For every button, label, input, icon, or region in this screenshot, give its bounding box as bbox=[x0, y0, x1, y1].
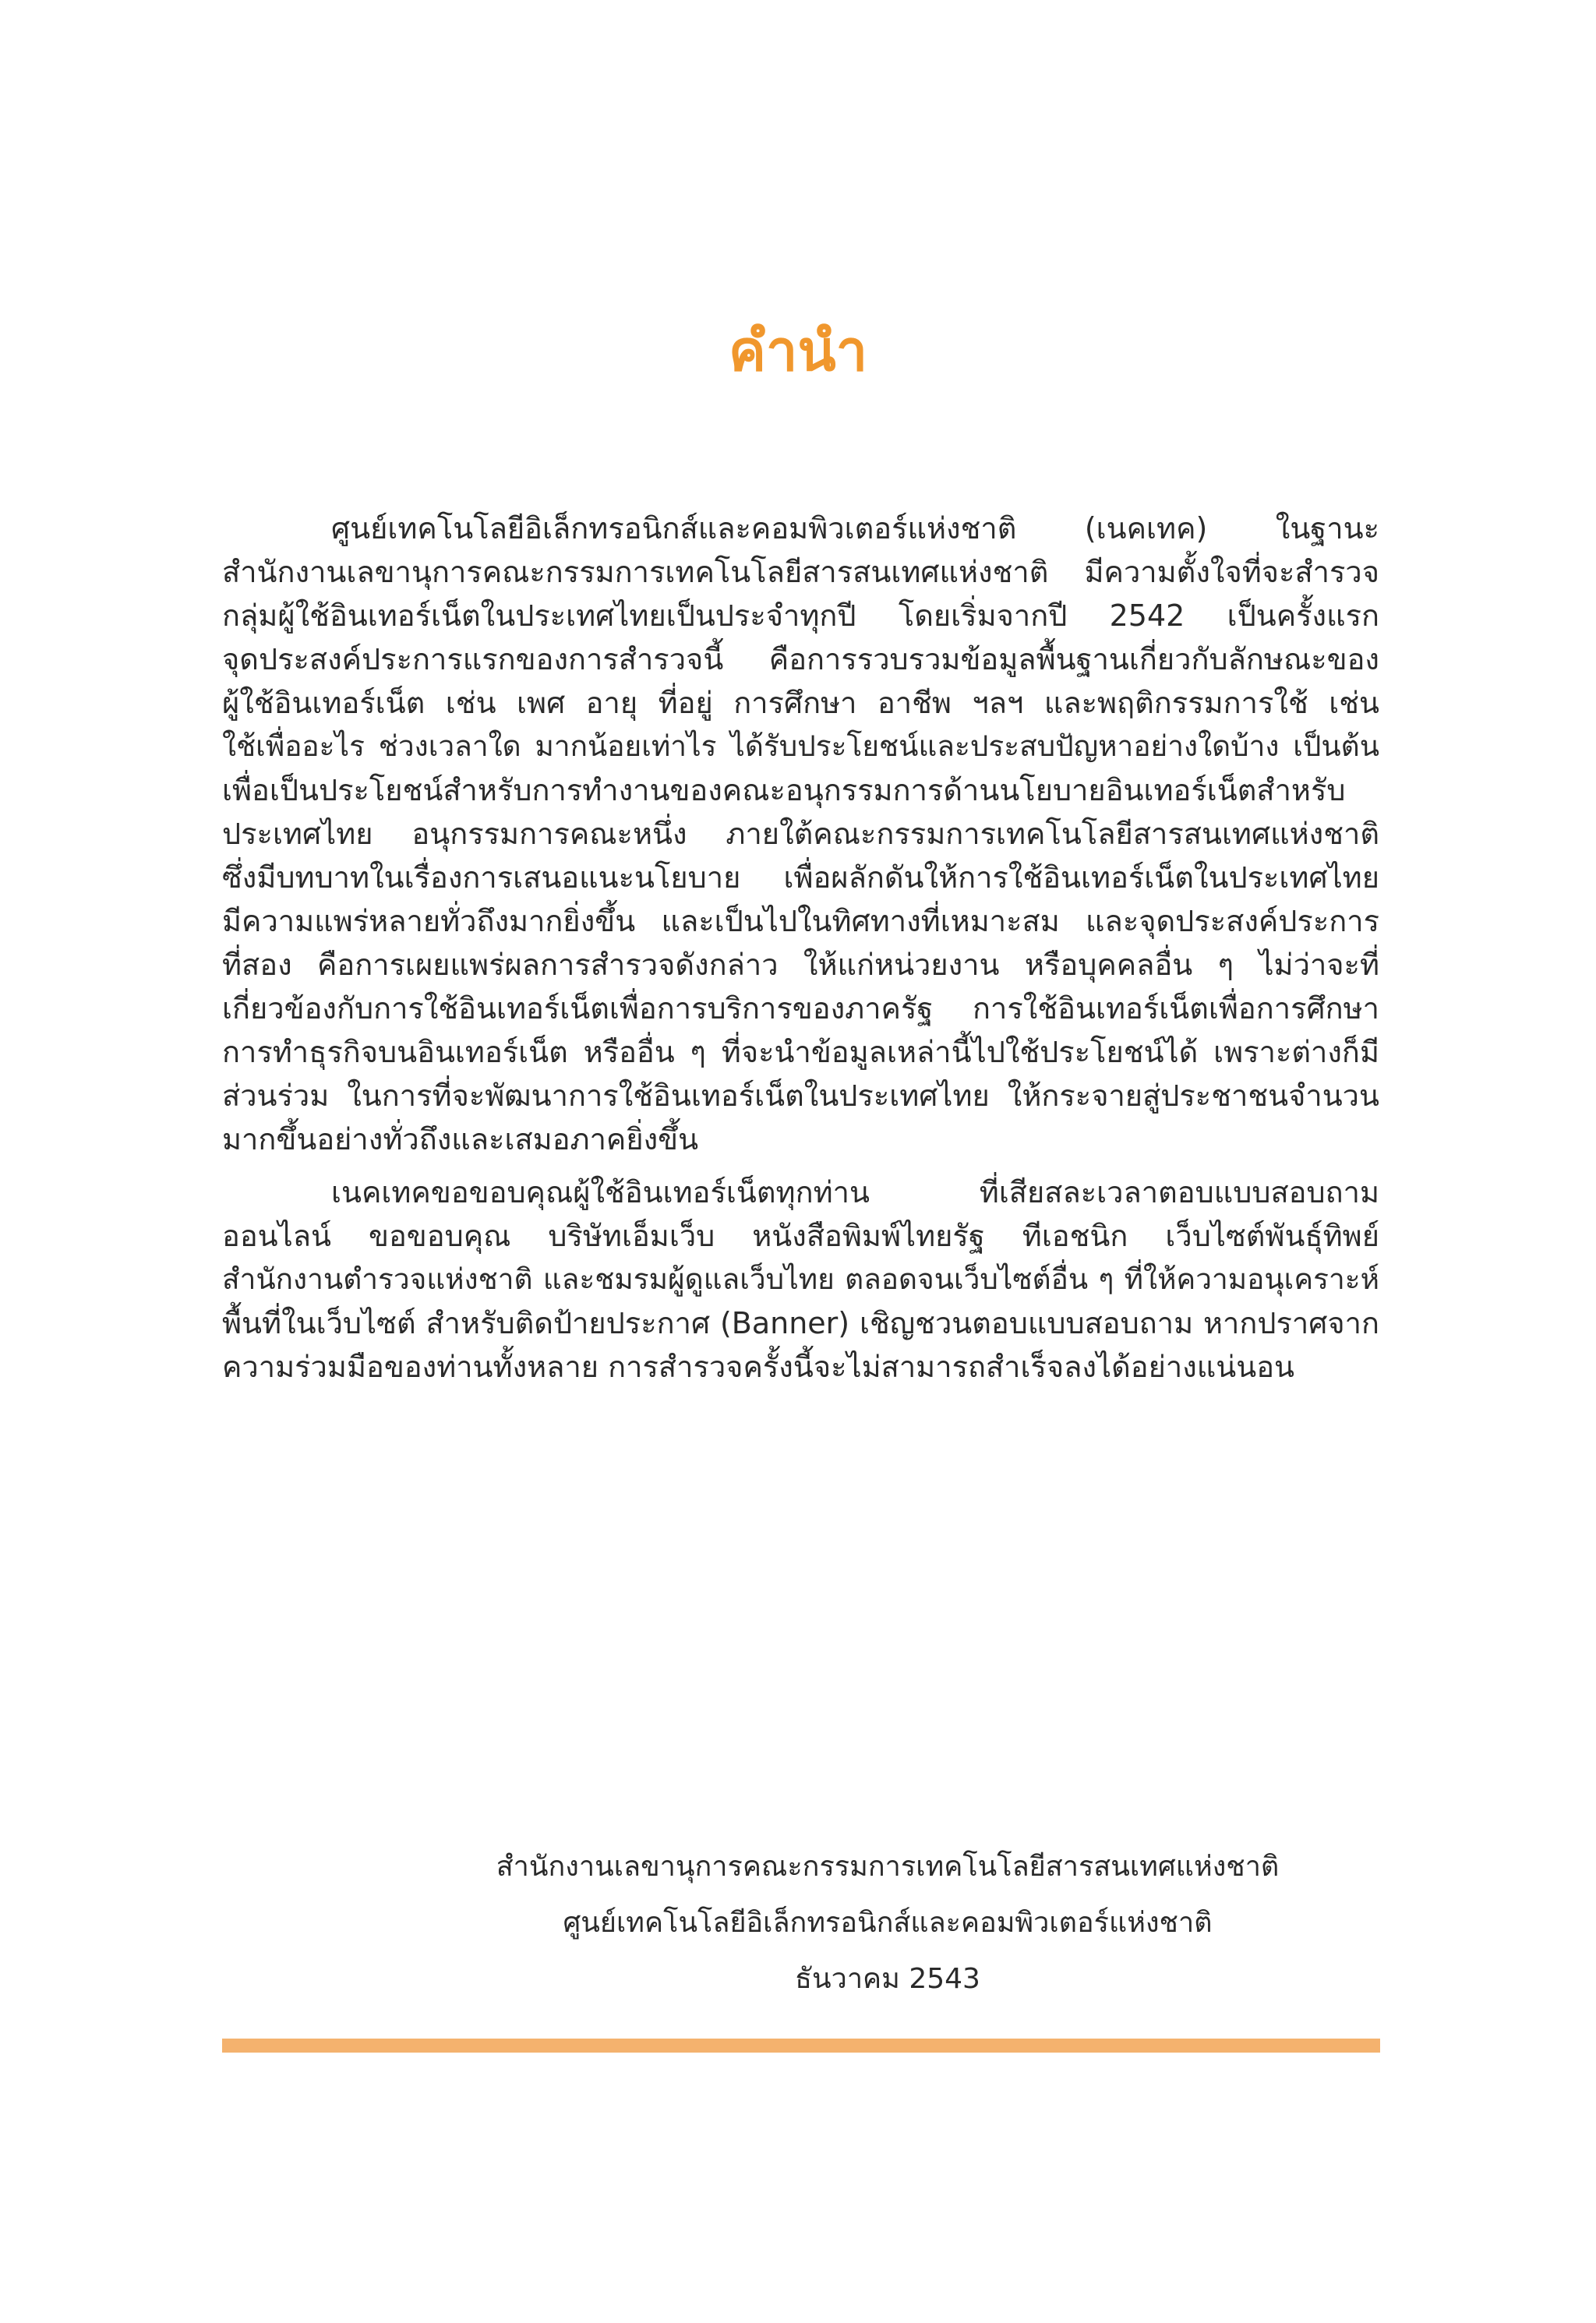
text-line: เนคเทคขอขอบคุณผู้ใช้อินเทอร์เน็ตทุกท่าน ที่เสียสละเวลาตอบแบบสอบถาม bbox=[331, 1175, 1379, 1209]
text-line: จุดประสงค์ประการแรกของการสำรวจนี้ คือการรวบรวมข้อมูลพื้นฐานเกี่ยวกับลักษณะของ bbox=[222, 642, 1379, 676]
text-line: มีความแพร่หลายทั่วถึงมากยิ่งขึ้น และเป็นไปในทิศทางที่เหมาะสม และจุดประสงค์ประการ bbox=[222, 904, 1379, 938]
text-line: เกี่ยวข้องกับการใช้อินเทอร์เน็ตเพื่อการบริการของภาครัฐ การใช้อินเทอร์เน็ตเพื่อการศึกษา bbox=[222, 991, 1379, 1026]
text-line: มากขึ้นอย่างทั่วถึงและเสมอภาคยิ่งขึ้น bbox=[222, 1122, 699, 1156]
page-title: คำนำ bbox=[728, 318, 868, 383]
body-text bbox=[222, 507, 1379, 1389]
text-line: ศูนย์เทคโนโลยีอิเล็กทรอนิกส์และคอมพิวเตอร์แห่งชาติ (เนคเทค) ในฐานะ bbox=[331, 511, 1379, 545]
text-line: ที่สอง คือการเผยแพร่ผลการสำรวจดังกล่าว ให้แก่หน่วยงาน หรือบุคคลอื่น ๆ ไม่ว่าจะที่ bbox=[222, 948, 1379, 982]
text-line: ผู้ใช้อินเทอร์เน็ต เช่น เพศ อายุ ที่อยู่ การศึกษา อาชีพ ฯลฯ และพฤติกรรมการใช้ เช่น bbox=[222, 686, 1379, 720]
text-line: ประเทศไทย อนุกรรมการคณะหนึ่ง ภายใต้คณะกรรมการเทคโนโลยีสารสนเทศแห่งชาติ bbox=[222, 817, 1379, 851]
text-line: กลุ่มผู้ใช้อินเทอร์เน็ตในประเทศไทยเป็นประจำทุกปี โดยเริ่มจากปี 2542 เป็นครั้งแรก bbox=[222, 598, 1379, 633]
text-line: พื้นที่ในเว็บไซต์ สำหรับติดป้ายประกาศ (Banner) เชิญชวนตอบแบบสอบถาม หากปราศจาก bbox=[222, 1306, 1379, 1340]
text-line: ออนไลน์ ขอขอบคุณ บริษัทเอ็มเว็บ หนังสือพิมพ์ไทยรัฐ ทีเอชนิก เว็บไซต์พันธุ์ทิพย์ bbox=[222, 1219, 1379, 1253]
signature-office: สำนักงานเลขานุการคณะกรรมการเทคโนโลยีสารสนเทศแห่งชาติ bbox=[496, 1851, 1280, 1883]
text-line: การทำธุรกิจบนอินเทอร์เน็ต หรืออื่น ๆ ที่จะนำข้อมูลเหล่านี้ไปใช้ประโยชน์ได้ เพราะต่างก็มี bbox=[222, 1035, 1379, 1069]
text-line: เพื่อเป็นประโยชน์สำหรับการทำงานของคณะอนุกรรมการด้านนโยบายอินเทอร์เน็ตสำหรับ bbox=[222, 773, 1346, 807]
text-line: ใช้เพื่ออะไร ช่วงเวลาใด มากน้อยเท่าไร ได้รับประโยชน์และประสบปัญหาอย่างใดบ้าง เป็นต้น bbox=[222, 729, 1379, 763]
text-line: สำนักงานเลขานุการคณะกรรมการเทคโนโลยีสารสนเทศแห่งชาติ มีความตั้งใจที่จะสำรวจ bbox=[222, 555, 1379, 589]
signature-organization: ศูนย์เทคโนโลยีอิเล็กทรอนิกส์และคอมพิวเตอร์แห่งชาติ bbox=[563, 1907, 1213, 1939]
text-line: ส่วนร่วม ในการที่จะพัฒนาการใช้อินเทอร์เน็ตในประเทศไทย ให้กระจายสู่ประชาชนจำนวน bbox=[222, 1079, 1379, 1113]
signature-block bbox=[0, 1839, 1596, 2007]
paragraph-1 bbox=[222, 507, 1379, 1161]
signature-date: ธันวาคม 2543 bbox=[795, 1963, 980, 1995]
footer-divider bbox=[222, 2039, 1380, 2053]
text-line: สำนักงานตำรวจแห่งชาติ และชมรมผู้ดูแลเว็บไทย ตลอดจนเว็บไซต์อื่น ๆ ที่ให้ความอนุเคราะห์ bbox=[222, 1262, 1379, 1296]
paragraph-2 bbox=[222, 1170, 1379, 1389]
text-line: ความร่วมมือของท่านทั้งหลาย การสำรวจครั้งนี้จะไม่สามารถสำเร็จลงได้อย่างแน่นอน bbox=[222, 1350, 1295, 1384]
text-line: ซึ่งมีบทบาทในเรื่องการเสนอแนะนโยบาย เพื่อผลักดันให้การใช้อินเทอร์เน็ตในประเทศไทย bbox=[222, 860, 1379, 895]
